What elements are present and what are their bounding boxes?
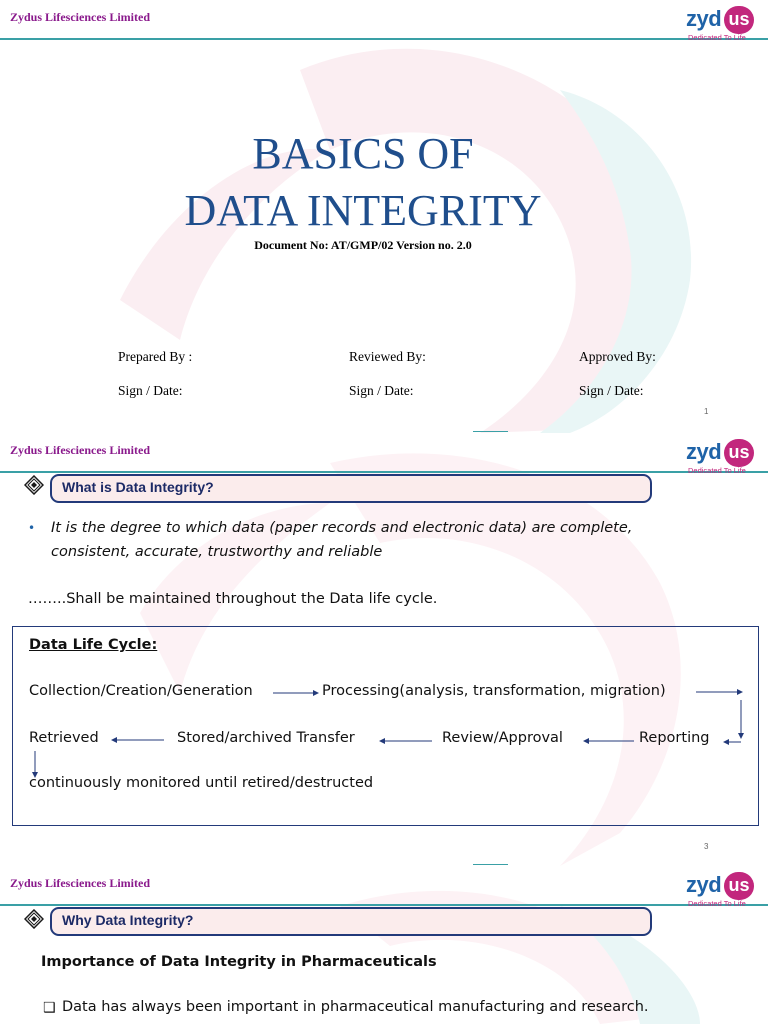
document-number: Document No: AT/GMP/02 Version no. 2.0 <box>254 238 472 252</box>
subheading: Importance of Data Integrity in Pharmaceuticals <box>41 954 437 970</box>
logo-tagline: Dedicated To Life <box>688 466 746 475</box>
logo-word: zyd <box>686 439 722 464</box>
zydus-logo <box>686 6 756 44</box>
stage-retrieved: Retrieved <box>29 730 99 746</box>
title-line-2: DATA INTEGRITY <box>184 186 542 235</box>
company-name: Zydus Lifesciences Limited <box>10 443 150 457</box>
slide-3 <box>0 866 768 1024</box>
stage-stored: Stored/archived Transfer <box>177 730 355 746</box>
definition-line-2: consistent, accurate, trustworthy and reliable <box>51 544 383 560</box>
stage-reporting: Reporting <box>639 730 710 746</box>
stage-monitored: continuously monitored until retired/destructed <box>29 775 374 791</box>
lifecycle-arrows <box>0 433 768 866</box>
company-name: Zydus Lifesciences Limited <box>10 10 150 24</box>
maintained-text: ……..Shall be maintained throughout the Data life cycle. <box>28 591 438 607</box>
title-line-1: BASICS OF <box>252 129 474 178</box>
stage-review: Review/Approval <box>442 730 563 746</box>
zydus-logo <box>686 872 756 910</box>
page-number: 1 <box>704 407 709 416</box>
approved-by-label: Approved By: <box>579 349 656 364</box>
heading-text: What is Data Integrity? <box>62 479 214 495</box>
sign-date-label-1: Sign / Date: <box>118 383 183 398</box>
bullet-dot: • <box>28 521 36 535</box>
lifecycle-title: Data Life Cycle: <box>29 637 158 653</box>
page-divider <box>473 864 508 865</box>
stage-processing: Processing(analysis, transformation, migration) <box>322 683 666 699</box>
page-divider <box>473 431 508 432</box>
reviewed-by-label: Reviewed By: <box>349 349 426 364</box>
logo-circle: us <box>724 6 754 34</box>
slide-1 <box>0 0 768 433</box>
company-name: Zydus Lifesciences Limited <box>10 876 150 890</box>
heading-banner <box>50 907 652 936</box>
point-1: Data has always been important in pharmaceutical manufacturing and research. <box>62 999 649 1015</box>
logo-circle: us <box>724 872 754 900</box>
heading-text: Why Data Integrity? <box>62 912 194 928</box>
logo-tagline: Dedicated To Life <box>688 33 746 42</box>
logo-word: zyd <box>686 6 722 31</box>
diamond-bullet-icon <box>24 909 44 929</box>
definition-line-1: It is the degree to which data (paper records and electronic data) are complete, <box>51 520 633 536</box>
sign-date-label-3: Sign / Date: <box>579 383 644 398</box>
page-number: 3 <box>704 842 709 851</box>
slide-2 <box>0 433 768 866</box>
header-divider <box>0 904 768 906</box>
prepared-by-label: Prepared By : <box>118 349 193 364</box>
logo-circle: us <box>724 439 754 467</box>
checkbox-bullet-icon: ❑ <box>43 1000 56 1016</box>
logo-tagline: Dedicated To Life <box>688 899 746 908</box>
stage-collection: Collection/Creation/Generation <box>29 683 253 699</box>
sign-date-label-2: Sign / Date: <box>349 383 414 398</box>
logo-word: zyd <box>686 872 722 897</box>
header-divider <box>0 38 768 40</box>
